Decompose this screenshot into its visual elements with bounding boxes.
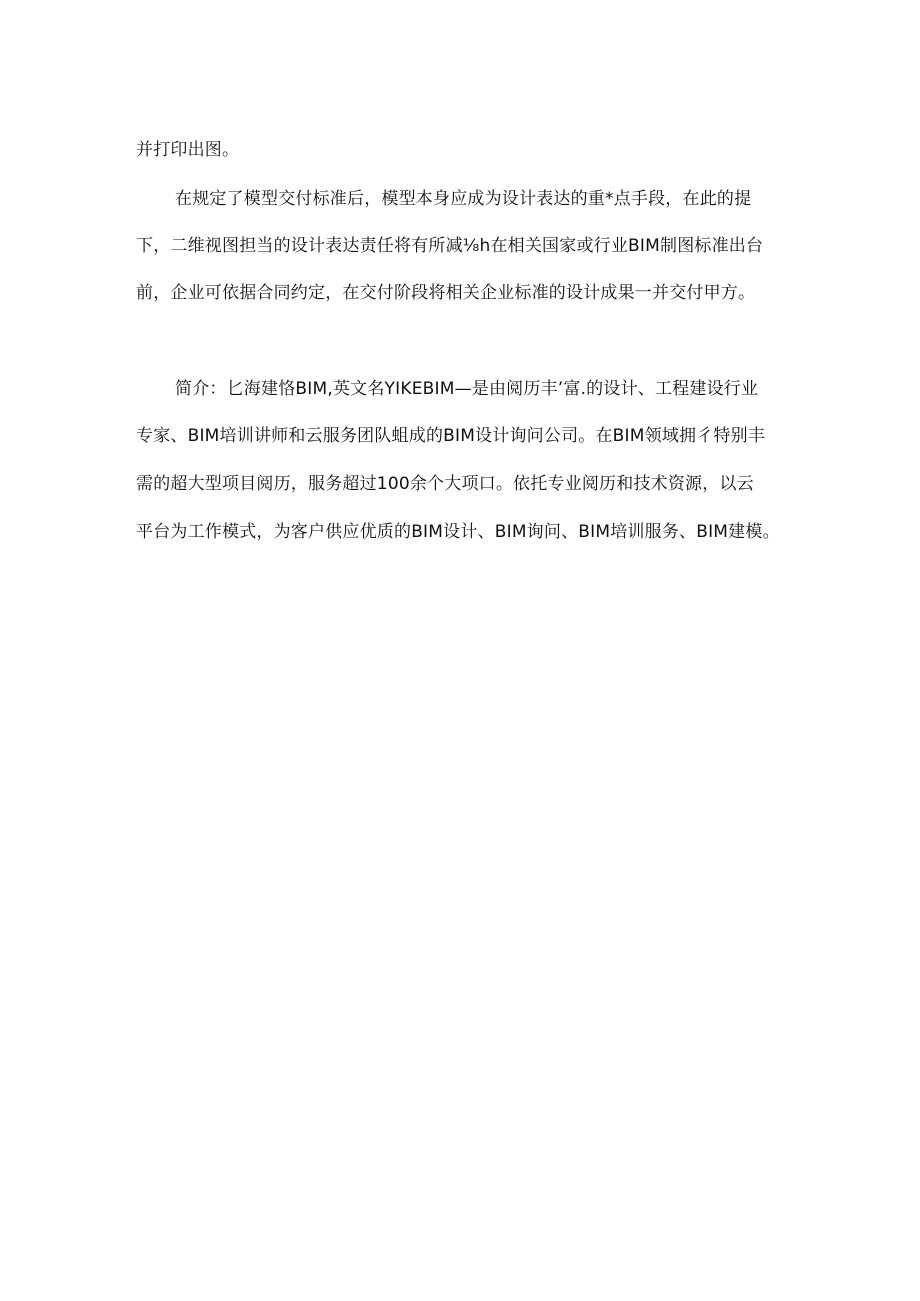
text-line: 简介：匕海建恪BIM,英文名YIKEBIM—是由阅历丰’富.的设计、工程建设行业: [175, 379, 759, 399]
text-line: 前，企业可依据合同约定，在交付阶段将相关企业标准的设计成果一并交付甲方。: [136, 283, 756, 303]
text-line: 并打印出图。: [136, 140, 240, 160]
text-line: 需的超大型项目阅历，服务超过100余个大项口。依托专业阅历和技术资源，以云: [136, 474, 754, 494]
text-line: 平台为工作模式，为客户供应优质的BIM设计、BIM询问、BIM培训服务、BIM建模。: [136, 522, 780, 542]
text-line: 在规定了模型交付标准后，模型本身应成为设计表达的重*点手段，在此的提: [175, 189, 752, 209]
text-line: 专家、BIM培训讲师和云服务团队蛆成的BIM设计询问公司。在BIM领域拥彳特别丰: [136, 426, 766, 446]
text-line: 下，二维视图担当的设计表达责任将有所减⅛h在相关国家或行业BIM制图标准出台: [136, 236, 764, 256]
